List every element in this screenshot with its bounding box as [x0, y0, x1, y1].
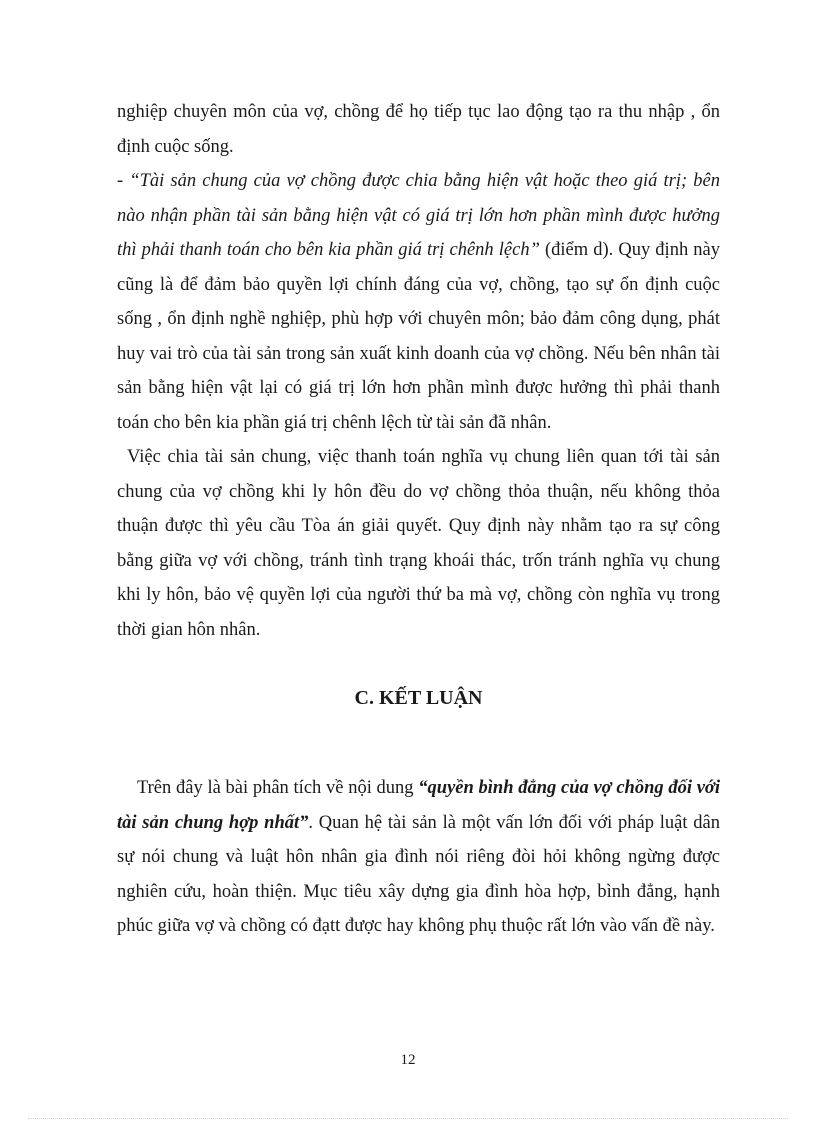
- page-number: 12: [400, 1052, 416, 1068]
- conclusion-lead: Trên đây là bài phân tích về nội dung: [137, 778, 419, 798]
- conclusion-topic-emphasis: “quyền bình đẳng của vợ chồng đối với tài sản chung hợp nhất”: [117, 778, 720, 833]
- document-body: [117, 95, 720, 944]
- section-heading: C. KẾT LUẬN: [354, 687, 483, 709]
- quoted-law-text: “Tài sản chung của vợ chồng được chia bằng hiện vật hoặc theo giá trị; bên nào nhận phần tài sản bằng hiện vật có giá trị lớn hơn phần mình được hưởng thì phải thanh toán cho bên kia phần giá trị chênh lệch”: [117, 171, 720, 260]
- paragraph-continuation: nghiệp chuyên môn của vợ, chồng để họ tiếp tục lao động tạo ra thu nhập , ổn định cuộc sống.: [117, 102, 720, 157]
- paragraph-division-of-assets: Việc chia tài sản chung, việc thanh toán nghĩa vụ chung liên quan tới tài sản chung của vợ chồng khi ly hôn đều do vợ chồng thỏa thuận, nếu không thỏa thuận được thì yêu cầu Tòa án giải quyết. Quy định này nhằm tạo ra sự công bằng giữa vợ với chồng, tránh tình trạng khoái thác, trốn tránh nghĩa vụ chung khi ly hôn, bảo vệ quyền lợi của người thứ ba mà vợ, chồng còn nghĩa vụ trong thời gian hôn nhân.: [117, 447, 720, 640]
- paragraph-conclusion: [117, 771, 720, 944]
- paragraph-quoted-provision: [117, 164, 720, 440]
- conclusion-body: . Quan hệ tài sản là một vấn lớn đối với pháp luật dân sự nói chung và luật hôn nhân gia đình nói riêng đòi hỏi không ngừng được nghiên cứu, hoàn thiện. Mục tiêu xây dựng gia đình hòa hợp, bình đẳng, hạnh phúc giữa vợ và chồng có đạtt được hay không phụ thuộc rất lớn vào vấn đề này.: [117, 812, 721, 936]
- list-dash: -: [117, 171, 130, 191]
- provision-explanation: (điểm d). Quy định này cũng là để đảm bảo quyền lợi chính đáng của vợ, chồng, tạo sự ổn định cuộc sống , ổn định nghề nghiệp, phù hợp với chuyên môn; bảo đảm công dụng, phát huy vai trò của tài sản trong sản xuất kinh doanh của vợ chồng. Nếu bên nhân tài sản bằng hiện vật lại có giá trị lớn hơn phần mình được hưởng thì phải thanh toán cho bên kia phần giá trị chênh lệch từ tài sản đã nhân.: [117, 240, 720, 433]
- page-bottom-divider: [28, 1118, 788, 1119]
